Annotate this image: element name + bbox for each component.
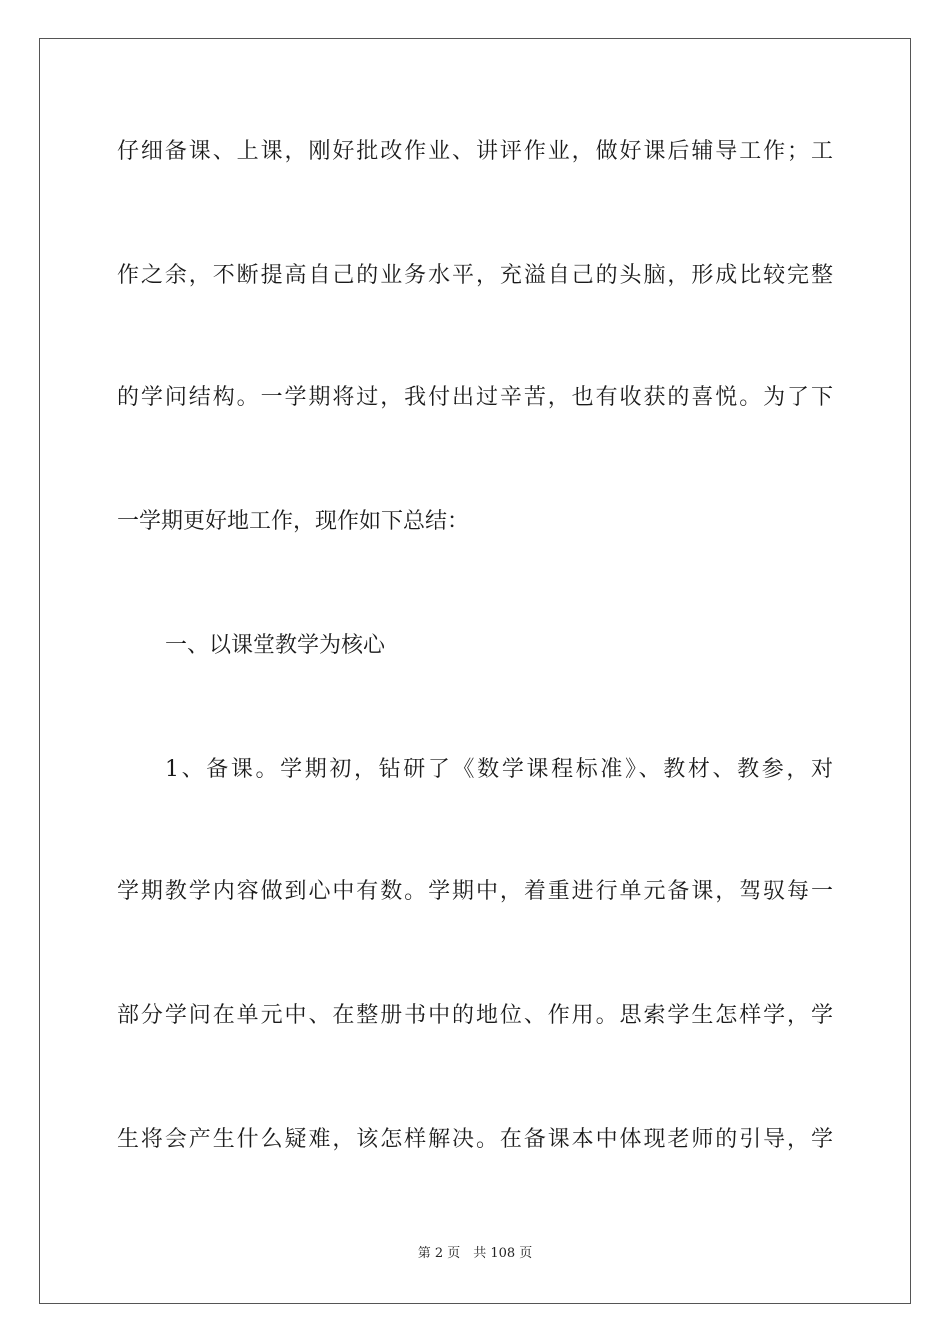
body-line-5: 1、备课。学期初，钻研了《数学课程标准》、教材、教参，对 <box>165 757 833 782</box>
body-line-7: 部分学问在单元中、在整册书中的地位、作用。思索学生怎样学，学 <box>117 1003 833 1028</box>
body-line-4: 一学期更好地工作，现作如下总结： <box>117 509 470 534</box>
body-line-3: 的学问结构。一学期将过，我付出过辛苦，也有收获的喜悦。为了下 <box>117 385 833 410</box>
section-heading: 一、以课堂教学为核心 <box>165 633 386 658</box>
body-line-1: 仔细备课、上课，刚好批改作业、讲评作业，做好课后辅导工作；工 <box>117 139 833 164</box>
body-line-6: 学期教学内容做到心中有数。学期中，着重进行单元备课，驾驭每一 <box>117 879 833 904</box>
body-line-8: 生将会产生什么疑难，该怎样解决。在备课本中体现老师的引导，学 <box>117 1127 833 1152</box>
page-frame <box>39 38 911 1304</box>
page-number-footer: 第 2 页 共 108 页 <box>417 1246 533 1261</box>
body-line-2: 作之余，不断提高自己的业务水平，充溢自己的头脑，形成比较完整 <box>117 263 833 288</box>
